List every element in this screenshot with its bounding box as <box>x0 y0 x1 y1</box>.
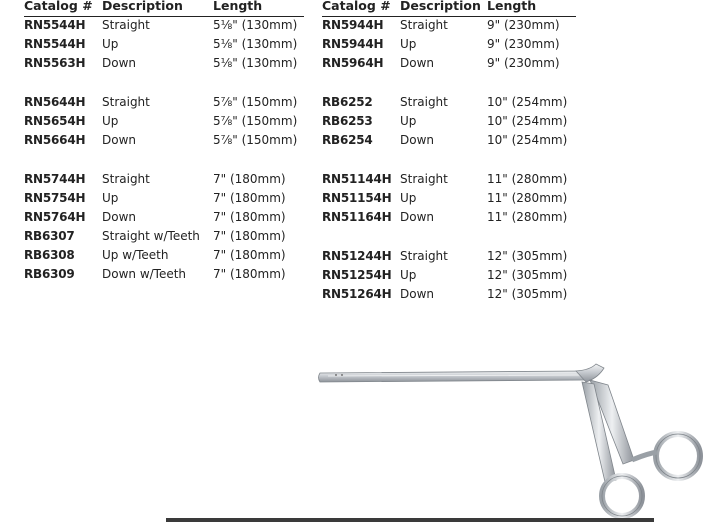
rongeur-instrument-icon <box>314 360 715 522</box>
catalog-number: RN5754H <box>24 191 86 205</box>
table-row <box>24 208 304 227</box>
description: Down <box>400 210 435 224</box>
length: 7" (180mm) <box>213 210 286 224</box>
catalog-number: RN5544H <box>24 37 86 51</box>
catalog-number: RN5654H <box>24 114 86 128</box>
catalog-number: RB6253 <box>322 114 373 128</box>
catalog-number: RN51264H <box>322 287 392 301</box>
description: Down <box>400 133 435 147</box>
description: Up <box>400 191 417 205</box>
description: Up w/Teeth <box>102 248 169 262</box>
length: 5⅛" (130mm) <box>213 18 298 32</box>
length: 10" (254mm) <box>487 114 568 128</box>
table-row <box>322 285 576 304</box>
description: Straight <box>400 172 448 186</box>
length: 5⅛" (130mm) <box>213 56 298 70</box>
catalog-number: RB6308 <box>24 248 75 262</box>
table-row <box>24 246 304 265</box>
catalog-number: RN51244H <box>322 249 392 263</box>
table-row <box>322 189 576 208</box>
table-row <box>24 35 304 54</box>
description: Down <box>400 287 435 301</box>
catalog-number: RN5964H <box>322 56 384 70</box>
catalog-table-left <box>24 0 304 281</box>
table-row <box>322 170 576 189</box>
length: 12" (305mm) <box>487 268 568 282</box>
length: 11" (280mm) <box>487 172 568 186</box>
catalog-number: RN51154H <box>322 191 392 205</box>
length: 7" (180mm) <box>213 248 286 262</box>
header-length: Length <box>487 0 537 13</box>
length: 5⅞" (150mm) <box>213 95 298 109</box>
table-row <box>322 54 576 73</box>
length: 7" (180mm) <box>213 191 286 205</box>
length: 9" (230mm) <box>487 18 560 32</box>
table-row <box>24 227 304 246</box>
header-description: Description <box>102 0 183 13</box>
table-row <box>322 112 576 131</box>
description: Down <box>400 56 435 70</box>
catalog-number: RB6254 <box>322 133 373 147</box>
catalog-number: RB6309 <box>24 267 75 281</box>
description: Up <box>102 191 119 205</box>
catalog-number: RN5644H <box>24 95 86 109</box>
description: Straight <box>102 95 150 109</box>
table-row <box>322 131 576 150</box>
description: Straight w/Teeth <box>102 229 200 243</box>
header-catalog: Catalog # <box>322 0 391 13</box>
table-row <box>322 35 576 54</box>
description: Down <box>102 56 137 70</box>
description: Straight <box>400 249 448 263</box>
catalog-number: RN51254H <box>322 268 392 282</box>
table-row <box>322 208 576 227</box>
table-row <box>24 131 304 150</box>
catalog-number: RN5944H <box>322 37 384 51</box>
length: 9" (230mm) <box>487 37 560 51</box>
description: Down w/Teeth <box>102 267 187 281</box>
header-description: Description <box>400 0 481 13</box>
length: 11" (280mm) <box>487 210 568 224</box>
length: 10" (254mm) <box>487 133 568 147</box>
description: Up <box>400 114 417 128</box>
table-row <box>322 93 576 112</box>
description: Up <box>102 37 119 51</box>
catalog-table-right <box>322 0 576 301</box>
table-row <box>24 112 304 131</box>
table-row <box>24 93 304 112</box>
catalog-number: RN5563H <box>24 56 86 70</box>
table-row <box>24 54 304 73</box>
catalog-number: RN51164H <box>322 210 392 224</box>
table-row <box>322 266 576 285</box>
description: Straight <box>102 172 150 186</box>
description: Straight <box>400 95 448 109</box>
length: 9" (230mm) <box>487 56 560 70</box>
table-row <box>24 170 304 189</box>
length: 7" (180mm) <box>213 267 286 281</box>
length: 7" (180mm) <box>213 172 286 186</box>
table-row <box>24 189 304 208</box>
catalog-number: RB6252 <box>322 95 373 109</box>
table-row <box>322 16 576 35</box>
length: 7" (180mm) <box>213 229 286 243</box>
catalog-number: RB6307 <box>24 229 75 243</box>
description: Straight <box>102 18 150 32</box>
catalog-number: RN5944H <box>322 18 384 32</box>
length: 12" (305mm) <box>487 249 568 263</box>
table-header <box>322 0 576 17</box>
description: Down <box>102 133 137 147</box>
catalog-number: RN5544H <box>24 18 86 32</box>
description: Down <box>102 210 137 224</box>
catalog-number: RN5664H <box>24 133 86 147</box>
length: 5⅞" (150mm) <box>213 114 298 128</box>
description: Straight <box>400 18 448 32</box>
length: 10" (254mm) <box>487 95 568 109</box>
description: Up <box>102 114 119 128</box>
header-catalog: Catalog # <box>24 0 93 13</box>
length: 5⅞" (150mm) <box>213 133 298 147</box>
table-row <box>322 247 576 266</box>
table-row <box>24 16 304 35</box>
catalog-number: RN51144H <box>322 172 392 186</box>
description: Up <box>400 268 417 282</box>
table-header <box>24 0 304 17</box>
header-length: Length <box>213 0 263 13</box>
catalog-number: RN5744H <box>24 172 86 186</box>
catalog-number: RN5764H <box>24 210 86 224</box>
bottom-divider-bar <box>166 518 654 522</box>
table-row <box>24 265 304 284</box>
length: 11" (280mm) <box>487 191 568 205</box>
description: Up <box>400 37 417 51</box>
length: 12" (305mm) <box>487 287 568 301</box>
length: 5⅛" (130mm) <box>213 37 298 51</box>
